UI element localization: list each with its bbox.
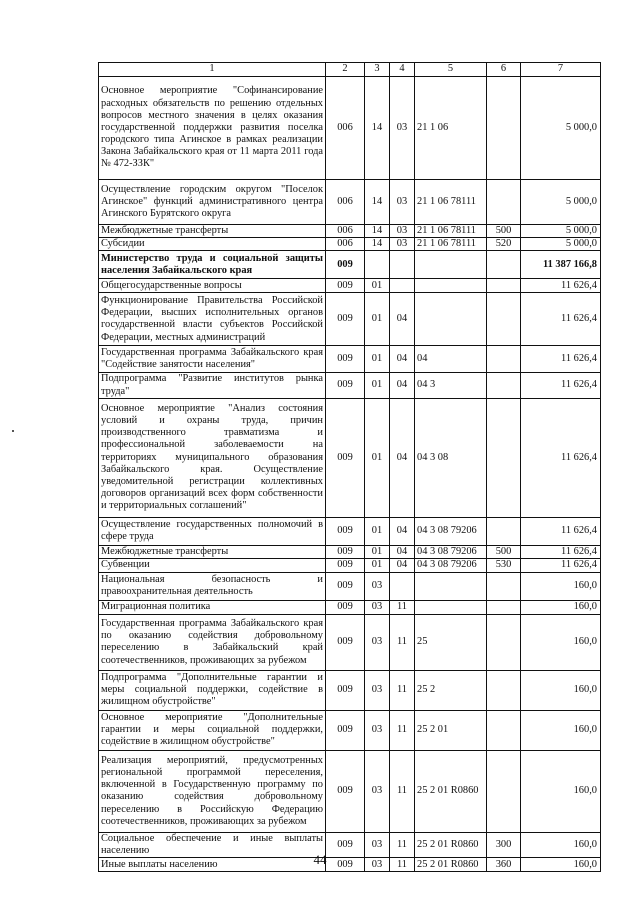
code-vr (487, 614, 521, 670)
code-pr: 04 (390, 398, 415, 517)
code-csr (415, 600, 487, 614)
table-body (99, 77, 601, 872)
code-pr: 03 (390, 180, 415, 225)
code-rz: 03 (365, 614, 390, 670)
table-row (99, 558, 601, 572)
code-ved: 006 (326, 225, 365, 238)
code-vr (487, 572, 521, 600)
amount: 11 626,4 (521, 373, 601, 398)
code-vr (487, 279, 521, 293)
code-rz: 01 (365, 293, 390, 346)
code-pr: 11 (390, 832, 415, 857)
table-row (99, 710, 601, 750)
scan-speck (12, 430, 14, 432)
code-pr: 04 (390, 346, 415, 373)
code-vr (487, 710, 521, 750)
code-rz: 01 (365, 545, 390, 558)
code-csr (415, 251, 487, 279)
table-row (99, 398, 601, 517)
item-name: Основное мероприятие "Дополнительные гарантии и меры социальной поддержки, содействие в жилищном обустройстве" (99, 710, 326, 750)
item-name: Подпрограмма "Дополнительные гарантии и меры социальной поддержки, содействие в жилищном обустройстве" (99, 670, 326, 710)
table-row (99, 572, 601, 600)
table-row (99, 293, 601, 346)
code-csr: 04 3 08 79206 (415, 517, 487, 545)
code-vr (487, 346, 521, 373)
table-row (99, 670, 601, 710)
code-vr: 530 (487, 558, 521, 572)
item-name: Функционирование Правительства Российской Федерации, высших исполнительных органов государственной власти субъектов Российской Федерации, местных администраций (99, 293, 326, 346)
item-name: Национальная безопасность и правоохранительная деятельность (99, 572, 326, 600)
item-name: Субсидии (99, 238, 326, 251)
code-pr: 03 (390, 225, 415, 238)
code-csr: 25 2 01 R0860 (415, 832, 487, 857)
item-name: Осуществление государственных полномочий в сфере труда (99, 517, 326, 545)
amount: 11 626,4 (521, 346, 601, 373)
table-row (99, 545, 601, 558)
code-ved: 009 (326, 346, 365, 373)
amount: 11 626,4 (521, 517, 601, 545)
code-csr: 25 2 (415, 670, 487, 710)
code-rz: 01 (365, 398, 390, 517)
code-rz: 03 (365, 670, 390, 710)
code-vr (487, 77, 521, 180)
code-ved: 009 (326, 558, 365, 572)
code-csr (415, 279, 487, 293)
item-name: Субвенции (99, 558, 326, 572)
code-pr: 03 (390, 77, 415, 180)
code-csr (415, 293, 487, 346)
amount: 11 626,4 (521, 398, 601, 517)
code-ved: 009 (326, 614, 365, 670)
code-rz: 01 (365, 517, 390, 545)
code-rz: 01 (365, 558, 390, 572)
code-rz: 03 (365, 832, 390, 857)
code-csr: 25 2 01 R0860 (415, 750, 487, 832)
code-ved: 009 (326, 251, 365, 279)
code-rz: 14 (365, 225, 390, 238)
code-ved: 009 (326, 832, 365, 857)
amount: 160,0 (521, 670, 601, 710)
code-csr: 25 2 01 R0860 (415, 858, 487, 872)
code-vr (487, 180, 521, 225)
amount: 160,0 (521, 858, 601, 872)
item-name: Общегосударственные вопросы (99, 279, 326, 293)
code-rz: 01 (365, 279, 390, 293)
header-cell: 2 (326, 63, 365, 77)
item-name: Осуществление городским округом "Поселок Агинское" функций административного центра Агинского Бурятского округа (99, 180, 326, 225)
code-rz: 03 (365, 710, 390, 750)
budget-table (98, 62, 601, 872)
header-cell: 4 (390, 63, 415, 77)
code-csr: 25 (415, 614, 487, 670)
code-ved: 009 (326, 545, 365, 558)
code-rz: 03 (365, 572, 390, 600)
table-row (99, 600, 601, 614)
table-row (99, 251, 601, 279)
item-name: Основное мероприятие "Анализ состояния условий и охраны труда, причин производственного травматизма и профессиональной заболеваемости на территориях муниципального образования Забайкальского края. Осуществление уведомительной регистрации коллективных договоров организаций всех форм собственности и территориальных соглашений" (99, 398, 326, 517)
header-cell: 3 (365, 63, 390, 77)
amount: 11 626,4 (521, 545, 601, 558)
code-csr: 04 (415, 346, 487, 373)
code-vr (487, 251, 521, 279)
code-rz (365, 251, 390, 279)
table-row (99, 750, 601, 832)
page-number: 44 (313, 852, 327, 867)
code-pr (390, 572, 415, 600)
code-vr (487, 517, 521, 545)
code-csr: 04 3 08 79206 (415, 558, 487, 572)
item-name: Министерство труда и социальной защиты населения Забайкальского края (99, 251, 326, 279)
amount: 160,0 (521, 600, 601, 614)
code-vr: 500 (487, 225, 521, 238)
amount: 160,0 (521, 572, 601, 600)
code-csr: 21 1 06 (415, 77, 487, 180)
code-pr: 04 (390, 373, 415, 398)
item-name: Основное мероприятие "Софинансирование расходных обязательств по решению отдельных вопросов местного значения в целях оказания государственной поддержки развития поселка городского типа Агинское в рамках реализации Закона Забайкальского края от 11 марта 2011 года № 472-ЗЗК" (99, 77, 326, 180)
code-vr: 300 (487, 832, 521, 857)
code-pr: 04 (390, 545, 415, 558)
code-ved: 009 (326, 373, 365, 398)
code-csr (415, 572, 487, 600)
code-csr: 21 1 06 78111 (415, 238, 487, 251)
table-row (99, 614, 601, 670)
amount: 160,0 (521, 614, 601, 670)
code-ved: 006 (326, 77, 365, 180)
code-pr: 04 (390, 517, 415, 545)
code-vr (487, 750, 521, 832)
code-pr: 11 (390, 750, 415, 832)
amount: 5 000,0 (521, 238, 601, 251)
code-vr (487, 398, 521, 517)
code-csr: 04 3 08 (415, 398, 487, 517)
amount: 160,0 (521, 710, 601, 750)
code-pr: 04 (390, 293, 415, 346)
code-pr: 04 (390, 558, 415, 572)
code-ved: 006 (326, 180, 365, 225)
code-pr: 11 (390, 614, 415, 670)
code-csr: 21 1 06 78111 (415, 225, 487, 238)
code-ved: 009 (326, 279, 365, 293)
header-cell: 5 (415, 63, 487, 77)
item-name: Иные выплаты населению (99, 858, 326, 872)
amount: 160,0 (521, 750, 601, 832)
amount: 5 000,0 (521, 225, 601, 238)
amount: 5 000,0 (521, 77, 601, 180)
code-ved: 009 (326, 517, 365, 545)
code-vr (487, 600, 521, 614)
code-ved: 009 (326, 572, 365, 600)
code-vr (487, 670, 521, 710)
code-ved: 009 (326, 750, 365, 832)
item-name: Подпрограмма "Развитие институтов рынка труда" (99, 373, 326, 398)
item-name: Межбюджетные трансферты (99, 225, 326, 238)
code-csr: 04 3 08 79206 (415, 545, 487, 558)
code-pr (390, 251, 415, 279)
code-ved: 009 (326, 398, 365, 517)
code-rz: 14 (365, 77, 390, 180)
item-name: Социальное обеспечение и иные выплаты населению (99, 832, 326, 857)
code-pr: 11 (390, 670, 415, 710)
code-rz: 03 (365, 750, 390, 832)
code-rz: 03 (365, 600, 390, 614)
code-csr: 25 2 01 (415, 710, 487, 750)
code-rz: 01 (365, 373, 390, 398)
amount: 11 626,4 (521, 293, 601, 346)
code-vr (487, 373, 521, 398)
table-row (99, 225, 601, 238)
code-vr: 500 (487, 545, 521, 558)
amount: 5 000,0 (521, 180, 601, 225)
code-csr: 04 3 (415, 373, 487, 398)
header-cell: 1 (99, 63, 326, 77)
code-rz: 14 (365, 180, 390, 225)
code-csr: 21 1 06 78111 (415, 180, 487, 225)
code-pr: 11 (390, 600, 415, 614)
table-row (99, 517, 601, 545)
table-header-row (99, 63, 601, 77)
header-cell: 7 (521, 63, 601, 77)
code-vr (487, 293, 521, 346)
table-row (99, 180, 601, 225)
item-name: Миграционная политика (99, 600, 326, 614)
code-ved: 006 (326, 238, 365, 251)
table-row (99, 238, 601, 251)
table-row (99, 373, 601, 398)
item-name: Государственная программа Забайкальского края "Содействие занятости населения" (99, 346, 326, 373)
code-ved: 009 (326, 710, 365, 750)
code-rz: 14 (365, 238, 390, 251)
code-ved: 009 (326, 293, 365, 346)
code-vr: 520 (487, 238, 521, 251)
code-ved: 009 (326, 858, 365, 872)
code-vr: 360 (487, 858, 521, 872)
amount: 11 626,4 (521, 558, 601, 572)
item-name: Государственная программа Забайкальского края по оказанию содействия добровольному переселению в Забайкальский край соотечественников, проживающих за рубежом (99, 614, 326, 670)
code-rz: 01 (365, 346, 390, 373)
code-pr: 11 (390, 710, 415, 750)
amount: 11 387 166,8 (521, 251, 601, 279)
header-cell: 6 (487, 63, 521, 77)
code-pr: 03 (390, 238, 415, 251)
item-name: Реализация мероприятий, предусмотренных региональной программой переселения, включенной в Государственную программу по оказанию содействия добровольному переселению в Российскую Федерацию соотечественников, проживающих за рубежом (99, 750, 326, 832)
code-pr: 11 (390, 858, 415, 872)
table-row (99, 77, 601, 180)
item-name: Межбюджетные трансферты (99, 545, 326, 558)
code-rz: 03 (365, 858, 390, 872)
amount: 160,0 (521, 832, 601, 857)
code-ved: 009 (326, 670, 365, 710)
table-row (99, 279, 601, 293)
table-row (99, 346, 601, 373)
code-ved: 009 (326, 600, 365, 614)
code-pr (390, 279, 415, 293)
amount: 11 626,4 (521, 279, 601, 293)
